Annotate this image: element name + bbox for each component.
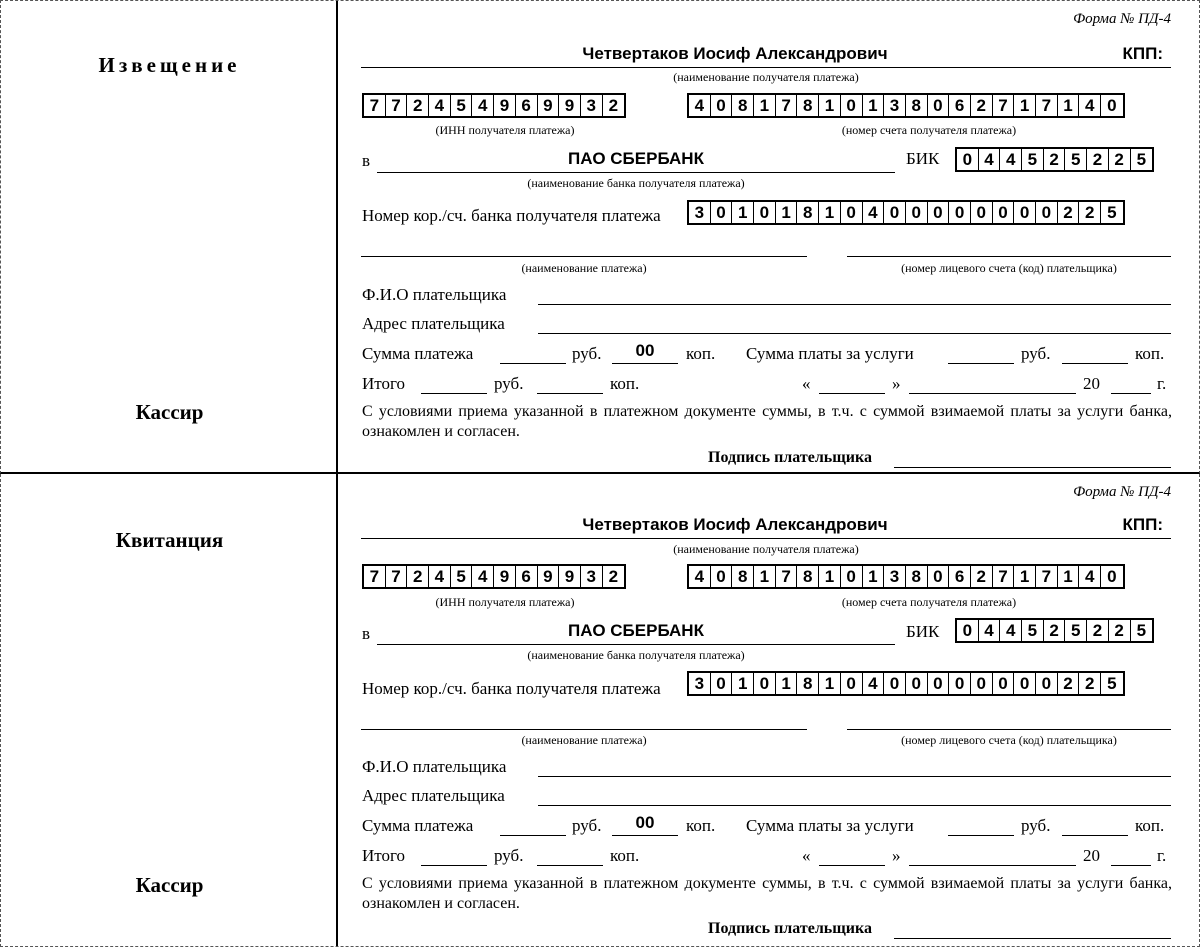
account-digit: 6 (949, 566, 971, 587)
corr-account-digit: 0 (754, 202, 776, 223)
corr-account-digit: 0 (971, 202, 993, 223)
account-digit: 0 (841, 95, 863, 116)
corr-account-digit: 0 (884, 673, 906, 694)
corr-account-digit: 0 (949, 673, 971, 694)
signature-label: Подпись плательщика (708, 449, 872, 466)
rub-label: руб. (572, 344, 602, 363)
payer-account-line (847, 256, 1171, 257)
sum-rub-field[interactable] (500, 363, 566, 364)
year-prefix: 20 (1083, 846, 1100, 865)
fee-kop-field[interactable] (1062, 363, 1128, 364)
inn-digit: 3 (581, 566, 603, 587)
signature-field[interactable] (894, 938, 1171, 939)
account-digit: 7 (776, 566, 798, 587)
inn-digit: 9 (559, 95, 581, 116)
account-digit: 8 (732, 95, 754, 116)
inn-digit: 6 (516, 95, 538, 116)
account-boxes (687, 93, 1125, 118)
account-caption: (номер счета получателя платежа) (841, 123, 1017, 137)
inn-boxes (362, 564, 626, 589)
corr-account-digit: 1 (732, 202, 754, 223)
account-digit: 1 (819, 95, 841, 116)
sum-kop-value: 00 (635, 813, 655, 832)
account-digit: 7 (1036, 566, 1058, 587)
account-digit: 7 (1036, 95, 1058, 116)
bik-boxes (955, 618, 1154, 643)
payer-address-field[interactable] (538, 333, 1171, 334)
account-digit: 3 (884, 566, 906, 587)
fee-rub-field[interactable] (948, 363, 1014, 364)
notice-side-column (1, 1, 338, 472)
receipt-title: Квитанция (115, 528, 224, 552)
bank-name: ПАО СБЕРБАНК (568, 621, 704, 640)
inn-digit: 9 (494, 566, 516, 587)
signature-field[interactable] (894, 467, 1171, 468)
total-kop-label: коп. (610, 846, 640, 865)
signature-label: Подпись плательщика (708, 920, 872, 937)
corr-account-digit: 4 (863, 673, 885, 694)
bik-digit: 2 (1087, 620, 1109, 641)
corr-account-digit: 3 (689, 673, 711, 694)
payer-account-line (847, 729, 1171, 730)
account-digit: 8 (732, 566, 754, 587)
account-digit: 2 (971, 566, 993, 587)
corr-account-digit: 1 (776, 202, 798, 223)
inn-digit: 9 (494, 95, 516, 116)
date-month-field[interactable] (909, 865, 1076, 866)
account-digit: 1 (754, 566, 776, 587)
bik-label: БИК (906, 622, 940, 641)
account-digit: 8 (797, 95, 819, 116)
corr-account-digit: 0 (1014, 673, 1036, 694)
bik-digit: 4 (979, 620, 1001, 641)
bik-digit: 0 (957, 149, 979, 170)
corr-account-digit: 0 (841, 673, 863, 694)
corr-account-digit: 5 (1107, 202, 1117, 222)
account-digit: 4 (1079, 566, 1101, 587)
bank-name-line (377, 172, 895, 173)
corr-account-digit: 1 (819, 202, 841, 223)
date-quote-open: « (802, 374, 811, 393)
corr-account-digit: 0 (906, 673, 928, 694)
bik-digit: 4 (1000, 149, 1022, 170)
corr-account-digit: 0 (841, 202, 863, 223)
payee-name-line (361, 67, 1171, 68)
total-rub-label: руб. (494, 846, 524, 865)
terms-text: С условиями приема указанной в платежном документе суммы, в т.ч. с суммой взимаемой платы за услуги банка, ознакомлен и согласен. (362, 875, 1172, 912)
total-rub-field[interactable] (421, 865, 487, 866)
kop-label: коп. (686, 344, 716, 363)
form-number: Форма № ПД-4 (1073, 11, 1171, 27)
service-fee-label: Сумма платы за услуги (746, 816, 914, 835)
inn-digit: 7 (386, 566, 408, 587)
corr-account-digit: 0 (993, 673, 1015, 694)
bank-name-caption: (наименование банка получателя платежа) (527, 648, 745, 662)
payer-address-label: Адрес плательщика (362, 314, 505, 333)
bik-digit: 4 (979, 149, 1001, 170)
payment-name-caption: (наименование платежа) (521, 733, 647, 747)
bik-digit: 0 (957, 620, 979, 641)
corr-account-digit: 2 (1058, 673, 1080, 694)
inn-digit: 9 (538, 95, 560, 116)
date-quote-open: « (802, 846, 811, 865)
inn-digit: 2 (608, 566, 619, 586)
payee-name-line (361, 538, 1171, 539)
year-suffix: г. (1157, 374, 1167, 393)
payment-name-line (361, 256, 807, 257)
account-digit: 1 (863, 566, 885, 587)
notice-body (340, 1, 1200, 472)
inn-digit: 9 (538, 566, 560, 587)
account-caption: (номер счета получателя платежа) (841, 595, 1017, 609)
year-suffix: г. (1157, 846, 1167, 865)
bik-digit: 5 (1065, 620, 1087, 641)
account-digit: 0 (928, 566, 950, 587)
rub-label: руб. (572, 816, 602, 835)
bik-digit: 5 (1022, 149, 1044, 170)
account-digit: 1 (1014, 566, 1036, 587)
bik-label: БИК (906, 149, 940, 168)
payment-name-line (361, 729, 807, 730)
sum-label: Сумма платежа (362, 816, 474, 835)
bank-prefix: в (362, 624, 371, 643)
total-kop-label: коп. (610, 374, 640, 393)
account-digit: 8 (906, 566, 928, 587)
kop-label: коп. (686, 816, 716, 835)
bik-digit: 2 (1087, 149, 1109, 170)
corr-account-digit: 0 (754, 673, 776, 694)
payer-account-caption: (номер лицевого счета (код) плательщика) (901, 733, 1117, 747)
account-digit: 2 (971, 95, 993, 116)
payer-name-field[interactable] (538, 776, 1171, 777)
inn-digit: 2 (407, 95, 429, 116)
total-rub-label: руб. (494, 374, 524, 393)
bik-digit: 4 (1000, 620, 1022, 641)
account-digit: 1 (819, 566, 841, 587)
total-kop-field[interactable] (537, 393, 603, 394)
receipt-body (340, 474, 1200, 946)
corr-account-digit: 2 (1058, 202, 1080, 223)
corr-account-digit: 0 (928, 673, 950, 694)
corr-account-digit: 0 (1014, 202, 1036, 223)
account-digit: 1 (1058, 95, 1080, 116)
corr-account-label: Номер кор./сч. банка получателя платежа (362, 679, 661, 698)
bank-name-line (377, 644, 895, 645)
date-month-field[interactable] (909, 393, 1076, 394)
account-digit: 0 (1107, 566, 1117, 586)
corr-account-digit: 0 (906, 202, 928, 223)
account-digit: 1 (1058, 566, 1080, 587)
payer-name-field[interactable] (538, 304, 1171, 305)
inn-caption: (ИНН получателя платежа) (435, 595, 575, 609)
account-digit: 6 (949, 95, 971, 116)
account-digit: 7 (993, 95, 1015, 116)
sum-kop-field[interactable] (612, 835, 678, 836)
bik-digit: 5 (1136, 620, 1147, 640)
account-digit: 3 (884, 95, 906, 116)
corr-account-digit: 0 (949, 202, 971, 223)
account-digit: 4 (689, 95, 711, 116)
corr-account-digit: 0 (1036, 202, 1058, 223)
kpp-label: КПП: (1122, 44, 1163, 63)
date-day-field[interactable] (819, 393, 885, 394)
account-boxes (687, 564, 1125, 589)
bik-digit: 2 (1109, 149, 1131, 170)
fee-rub-field[interactable] (948, 835, 1014, 836)
sum-rub-field[interactable] (500, 835, 566, 836)
cashier-label: Кассир (135, 873, 204, 897)
account-digit: 4 (689, 566, 711, 587)
payer-account-caption: (номер лицевого счета (код) плательщика) (901, 261, 1117, 275)
notice-title: Извещение (98, 53, 241, 77)
bank-name: ПАО СБЕРБАНК (568, 149, 704, 168)
corr-account-digit: 0 (884, 202, 906, 223)
payee-name: Четвертаков Иосиф Александрович (582, 515, 888, 534)
receipt-form (0, 474, 1200, 947)
date-quote-close: » (892, 846, 901, 865)
fee-kop-label: коп. (1135, 816, 1165, 835)
inn-digit: 6 (516, 566, 538, 587)
account-digit: 8 (906, 95, 928, 116)
bik-digit: 2 (1044, 620, 1066, 641)
account-digit: 0 (841, 566, 863, 587)
corr-account-digit: 0 (993, 202, 1015, 223)
account-digit: 0 (1107, 95, 1117, 115)
payee-name: Четвертаков Иосиф Александрович (582, 44, 888, 63)
corr-account-digit: 5 (1107, 673, 1117, 693)
form-number: Форма № ПД-4 (1073, 484, 1171, 500)
corr-account-digit: 8 (797, 673, 819, 694)
inn-digit: 4 (429, 95, 451, 116)
kpp-label: КПП: (1122, 515, 1163, 534)
fee-rub-label: руб. (1021, 816, 1051, 835)
corr-account-digit: 2 (1079, 673, 1101, 694)
sum-kop-value: 00 (635, 341, 655, 360)
cashier-label: Кассир (135, 400, 204, 424)
corr-account-boxes (687, 200, 1125, 225)
corr-account-label: Номер кор./сч. банка получателя платежа (362, 206, 661, 225)
inn-digit: 7 (364, 566, 386, 587)
bik-digit: 2 (1044, 149, 1066, 170)
inn-digit: 3 (581, 95, 603, 116)
corr-account-digit: 2 (1079, 202, 1101, 223)
total-label: Итого (362, 374, 406, 393)
bank-prefix: в (362, 151, 371, 170)
account-digit: 4 (1079, 95, 1101, 116)
account-digit: 0 (928, 95, 950, 116)
bik-digit: 2 (1109, 620, 1131, 641)
payer-address-label: Адрес плательщика (362, 786, 505, 805)
sum-label: Сумма платежа (362, 344, 474, 363)
corr-account-digit: 4 (863, 202, 885, 223)
receipt-side-column (1, 474, 338, 946)
inn-digit: 5 (451, 95, 473, 116)
service-fee-label: Сумма платы за услуги (746, 344, 914, 363)
inn-digit: 4 (472, 95, 494, 116)
inn-digit: 7 (386, 95, 408, 116)
payer-name-label: Ф.И.О плательщика (362, 285, 507, 304)
account-digit: 0 (711, 566, 733, 587)
fee-kop-field[interactable] (1062, 835, 1128, 836)
account-digit: 1 (863, 95, 885, 116)
fee-kop-label: коп. (1135, 344, 1165, 363)
inn-digit: 7 (364, 95, 386, 116)
inn-digit: 9 (559, 566, 581, 587)
payee-name-caption: (наименование получателя платежа) (673, 70, 859, 84)
account-digit: 7 (993, 566, 1015, 587)
sum-kop-field[interactable] (612, 363, 678, 364)
corr-account-digit: 0 (1036, 673, 1058, 694)
payee-name-caption: (наименование получателя платежа) (673, 542, 859, 556)
inn-digit: 5 (451, 566, 473, 587)
total-kop-field[interactable] (537, 865, 603, 866)
bik-boxes (955, 147, 1154, 172)
bik-digit: 5 (1136, 149, 1147, 169)
date-quote-close: » (892, 374, 901, 393)
corr-account-digit: 8 (797, 202, 819, 223)
bik-digit: 5 (1065, 149, 1087, 170)
corr-account-digit: 3 (689, 202, 711, 223)
date-day-field[interactable] (819, 865, 885, 866)
payer-name-label: Ф.И.О плательщика (362, 757, 507, 776)
year-prefix: 20 (1083, 374, 1100, 393)
corr-account-digit: 0 (711, 202, 733, 223)
terms-text: С условиями приема указанной в платежном документе суммы, в т.ч. с суммой взимаемой платы за услуги банка, ознакомлен и согласен. (362, 403, 1172, 440)
inn-caption: (ИНН получателя платежа) (435, 123, 575, 137)
corr-account-digit: 0 (928, 202, 950, 223)
account-digit: 1 (754, 95, 776, 116)
fee-rub-label: руб. (1021, 344, 1051, 363)
inn-boxes (362, 93, 626, 118)
inn-digit: 4 (472, 566, 494, 587)
bank-name-caption: (наименование банка получателя платежа) (527, 176, 745, 190)
bik-digit: 5 (1022, 620, 1044, 641)
corr-account-boxes (687, 671, 1125, 696)
corr-account-digit: 1 (732, 673, 754, 694)
account-digit: 0 (711, 95, 733, 116)
account-digit: 1 (1014, 95, 1036, 116)
corr-account-digit: 0 (971, 673, 993, 694)
inn-digit: 2 (407, 566, 429, 587)
corr-account-digit: 0 (711, 673, 733, 694)
date-year-field[interactable] (1111, 865, 1151, 866)
payment-name-caption: (наименование платежа) (521, 261, 647, 275)
corr-account-digit: 1 (776, 673, 798, 694)
total-label: Итого (362, 846, 406, 865)
corr-account-digit: 1 (819, 673, 841, 694)
account-digit: 8 (797, 566, 819, 587)
date-year-field[interactable] (1111, 393, 1151, 394)
inn-digit: 2 (608, 95, 619, 115)
total-rub-field[interactable] (421, 393, 487, 394)
payer-address-field[interactable] (538, 805, 1171, 806)
inn-digit: 4 (429, 566, 451, 587)
account-digit: 7 (776, 95, 798, 116)
